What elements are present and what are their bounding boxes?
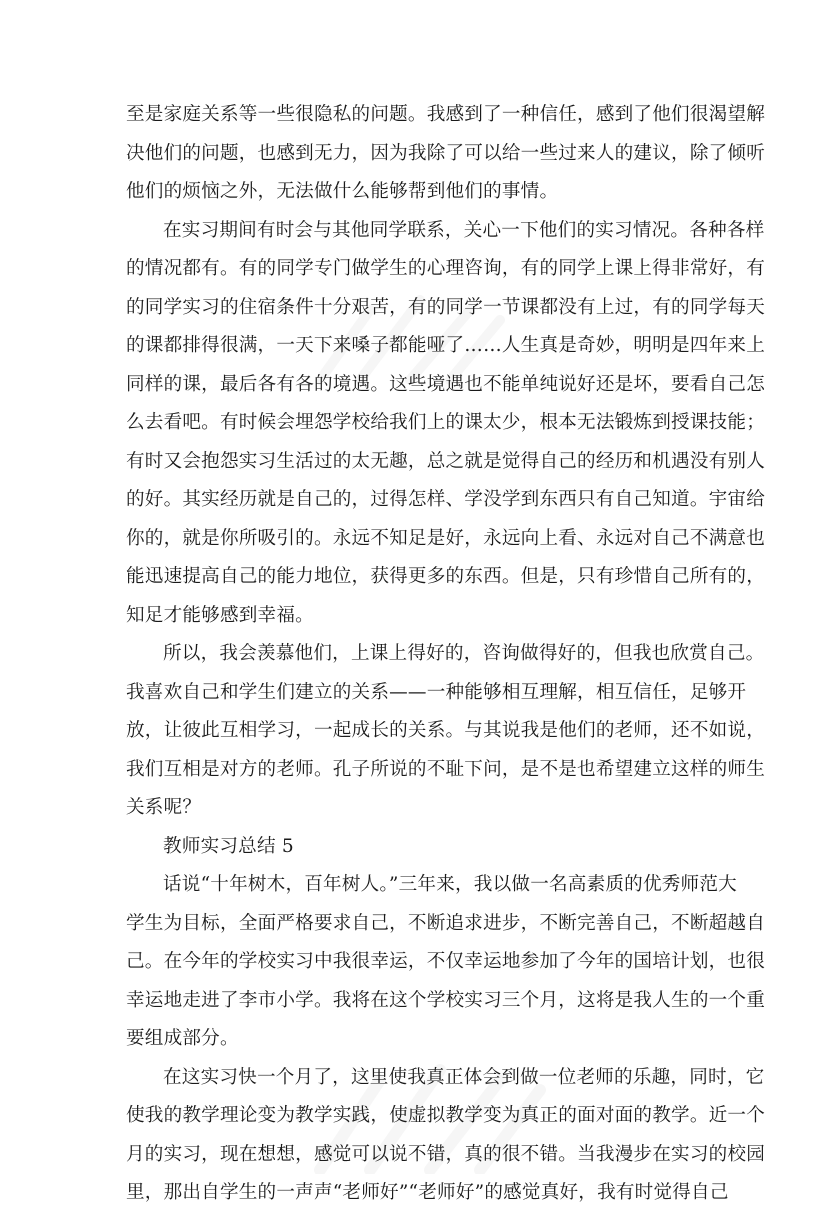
- text-line: 我喜欢自己和学生们建立的关系——一种能够相互理解，相互信任，足够开: [126, 681, 747, 703]
- text-line: 关系呢？: [126, 797, 202, 818]
- text-line: 有时又会抱怨实习生活过的太无趣，总之就是觉得自己的经历和机遇没有别人: [126, 450, 765, 472]
- text-line: 同样的课，最后各有各的境遇。这些境遇也不能单纯说好还是坏，要看自己怎: [126, 373, 765, 395]
- text-line: 我们互相是对方的老师。孔子所说的不耻下问，是不是也希望建立这样的师生: [126, 758, 765, 780]
- text-line: 知足才能够感到幸福。: [126, 604, 314, 626]
- text-line: 的好。其实经历就是自己的，过得怎样、学没学到东西只有自己知道。宇宙给: [126, 489, 765, 510]
- text-line: 幸运地走进了李市小学。我将在这个学校实习三个月，这将是我人生的一个重: [126, 989, 765, 1011]
- text-line: 学生为目标，全面严格要求自己，不断追求进步，不断完善自己，不断超越自: [126, 912, 765, 934]
- text-line: 里，那出自学生的一声声“老师好”“老师好”的感觉真好，我有时觉得自己: [126, 1182, 729, 1203]
- text-line: 话说“十年树木，百年树人。”三年来，我以做一名高素质的优秀师范大: [163, 874, 737, 895]
- text-line: 在实习期间有时会与其他同学联系，关心一下他们的实习情况。各种各样: [163, 219, 765, 241]
- text-line: 的同学实习的住宿条件十分艰苦，有的同学一节课都没有上过，有的同学每天: [126, 296, 765, 318]
- text-line: 的课都排得很满，一天下来嗓子都能哑了……人生真是奇妙，明明是四年来上: [126, 335, 765, 356]
- text-line: 要组成部分。: [126, 1028, 239, 1049]
- text-line: 你的，就是你所吸引的。永远不知足是好，永远向上看、永远对自己不满意也: [126, 527, 765, 549]
- text-line: 决他们的问题，也感到无力，因为我除了可以给一些过来人的建议，除了倾听: [126, 142, 765, 164]
- text-line: 月的实习，现在想想，感觉可以说不错，真的很不错。当我漫步在实习的校园: [126, 1143, 765, 1165]
- document-body: [126, 96, 765, 1213]
- text-line: 己。在今年的学校实习中我很幸运，不仅幸运地参加了今年的国培计划，也很: [126, 951, 765, 972]
- text-line: 他们的烦恼之外，无法做什么能够帮到他们的事情。: [126, 181, 559, 202]
- text-line: 在这实习快一个月了，这里使我真正体会到做一位老师的乐趣，同时，它: [163, 1066, 765, 1088]
- text-line: 至是家庭关系等一些很隐私的问题。我感到了一种信任，感到了他们很渴望解: [126, 104, 765, 125]
- text-line: 的情况都有。有的同学专门做学生的心理咨询，有的同学上课上得非常好，有: [126, 258, 765, 279]
- text-line: 放，让彼此互相学习，一起成长的关系。与其说我是他们的老师，还不如说，: [126, 720, 765, 741]
- text-line: 所以，我会羡慕他们，上课上得好的，咨询做得好的，但我也欣赏自己。: [163, 643, 765, 664]
- text-line: 么去看吧。有时候会埋怨学校给我们上的课太少，根本无法锻炼到授课技能；: [126, 412, 765, 433]
- text-line: 能迅速提高自己的能力地位，获得更多的东西。但是，只有珍惜自己所有的，: [126, 566, 765, 587]
- text-line: 使我的教学理论变为教学实践，使虚拟教学变为真正的面对面的教学。近一个: [126, 1105, 765, 1126]
- section-heading: 教师实习总结 5: [163, 835, 294, 857]
